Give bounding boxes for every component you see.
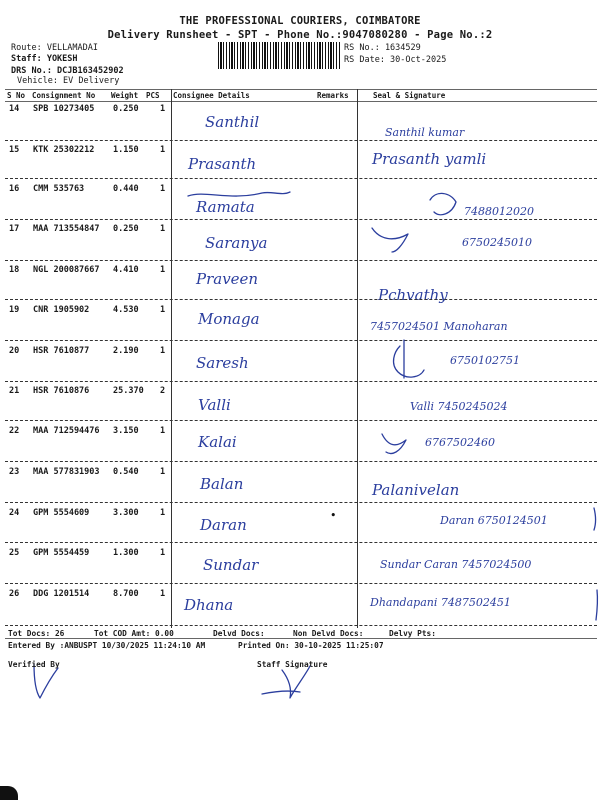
row-rule [5,140,597,141]
col-pcs: PCS [146,91,160,100]
seal-signature: 7457024501 Manoharan [370,320,508,333]
row-rule [5,219,597,220]
staff-signature-label: Staff Signature [257,660,328,669]
rs-date: RS Date: 30-Oct-2025 [344,55,447,65]
consignee-signature: Saranya [205,234,268,252]
consignee-signature: Valli [198,396,231,414]
row-rule [5,461,597,462]
footer-rule [5,638,597,639]
seal-signature: Daran 6750124501 [440,514,548,527]
total-docs: Tot Docs: 26 [8,629,65,638]
row-rule [5,381,597,382]
seal-signature: Sundar Caran 7457024500 [380,558,532,571]
row-rule [5,260,597,261]
total-cod-amount: Tot COD Amt: 0.00 [94,629,174,638]
consignee-signature: Ramata [196,198,255,216]
remark-dot: • [330,509,337,522]
consignee-signature: Saresh [196,354,249,372]
rs-number: RS No.: 1634529 [344,43,421,53]
column-divider [171,89,172,628]
consignee-signature: Praveen [196,270,259,288]
consignee-signature: Daran [200,516,247,534]
table-top-rule [5,89,597,90]
entered-by: Entered By :ANBUSPT 10/30/2025 11:24:10 AM [8,641,206,650]
seal-signature: 7488012020 [464,205,534,218]
col-weight: Weight [111,91,139,100]
runsheet-subtitle: Delivery Runsheet - SPT - Phone No.:9047080280 - Page No.:2 [107,29,493,41]
seal-signature: Palanivelan [372,481,460,499]
verified-by-label: Verified By [8,660,60,669]
seal-signature: Valli 7450245024 [410,400,508,413]
vehicle-label: Vehicle: EV Delivery [17,76,120,86]
row-rule [5,420,597,421]
runsheet-page: THE PROFESSIONAL COURIERS, COIMBATORE Delivery Runsheet - SPT - Phone No.:9047080280 - Page No.:2 Route: VELLAMADAI Staff: YOKESH DRS No.: DCJB163452902 Vehicle: EV Delivery RS No.: 1634529 RS Date: 30-Oct-2025 S No Consignment No Weight PCS Consignee Details Remarks Seal & Signature 14 SPB 10273405 0.250 1 Santhil Santhil kumar 15 KTK 25302212 1.150 1 Prasanth Prasanth yamli 16 CMM 535763 0.440 1 Ramata 7488012020 17 MAA 713554847 0.250 1 Saranya 6750245010 18 NGL 200087667 4.410 1 Praveen Pchvathy 19 CNR 1905902 4.530 1 Monaga 7457024501 Manoharan 20 HSR 7610877 2.190 1 Saresh 6750102751 21 HSR 7610876 25.370 2 Valli Valli 7450245024 22 MAA 712594476 3.150 1 Kalai 6767502460 23 MAA 577831903 0.540 1 Balan Palanivelan 24 GPM 5554609 3.300 1 Daran Daran 6750124501 25 GPM 5554459 1.300 1 Sundar Sundar Caran 7457024500 26 DDG 1201514 8.700 1 Dhana Dhandapani 7487502451 • Tot Docs: 26 Tot COD Amt: 0.00 Delvd Docs: Non Delvd Docs: Delvy Pts: Entered By :ANBUSPT 10/30/2025 11:24:10 AM Printed On: 30-10-2025 11:25:07 Verified By Staff Signature [0,0,600,800]
barcode [218,42,340,69]
printed-on: Printed On: 30-10-2025 11:25:07 [238,641,384,650]
consignee-signature: Kalai [198,433,237,451]
delivery-points: Delvy Pts: [389,629,436,638]
col-sno: S No [7,91,26,100]
consignee-signature: Prasanth [188,155,257,173]
seal-signature: 6750102751 [450,354,520,367]
scan-corner-mark [0,786,18,800]
staff-label: Staff: YOKESH [11,54,78,64]
consignee-signature: Balan [200,475,244,493]
row-rule [5,542,597,543]
consignee-signature: Monaga [198,310,260,328]
delivered-docs: Delvd Docs: [213,629,265,638]
seal-signature: Dhandapani 7487502451 [370,596,511,609]
route-label: Route: VELLAMADAI [11,43,98,53]
row-rule [5,625,597,626]
seal-signature: 6767502460 [425,436,495,449]
row-rule [5,340,597,341]
consignee-signature: Sundar [203,556,259,574]
column-divider [357,89,358,628]
seal-signature: Pchvathy [378,286,448,304]
row-rule [5,583,597,584]
row-rule [5,502,597,503]
consignee-signature: Santhil [205,113,260,131]
drs-number: DRS No.: DCJB163452902 [11,66,124,76]
col-remarks: Remarks [317,91,349,100]
col-consignment: Consignment No [32,91,96,100]
seal-signature: Santhil kumar [385,126,465,139]
row-rule [5,178,597,179]
table-header-rule [5,101,597,102]
company-title: THE PROFESSIONAL COURIERS, COIMBATORE [179,15,421,27]
non-delivered-docs: Non Delvd Docs: [293,629,364,638]
consignee-signature: Dhana [184,596,234,614]
seal-signature: 6750245010 [462,236,532,249]
seal-signature: Prasanth yamli [372,150,487,168]
col-seal-signature: Seal & Signature [373,91,446,100]
row-rule [5,299,597,300]
col-consignee: Consignee Details [173,91,250,100]
